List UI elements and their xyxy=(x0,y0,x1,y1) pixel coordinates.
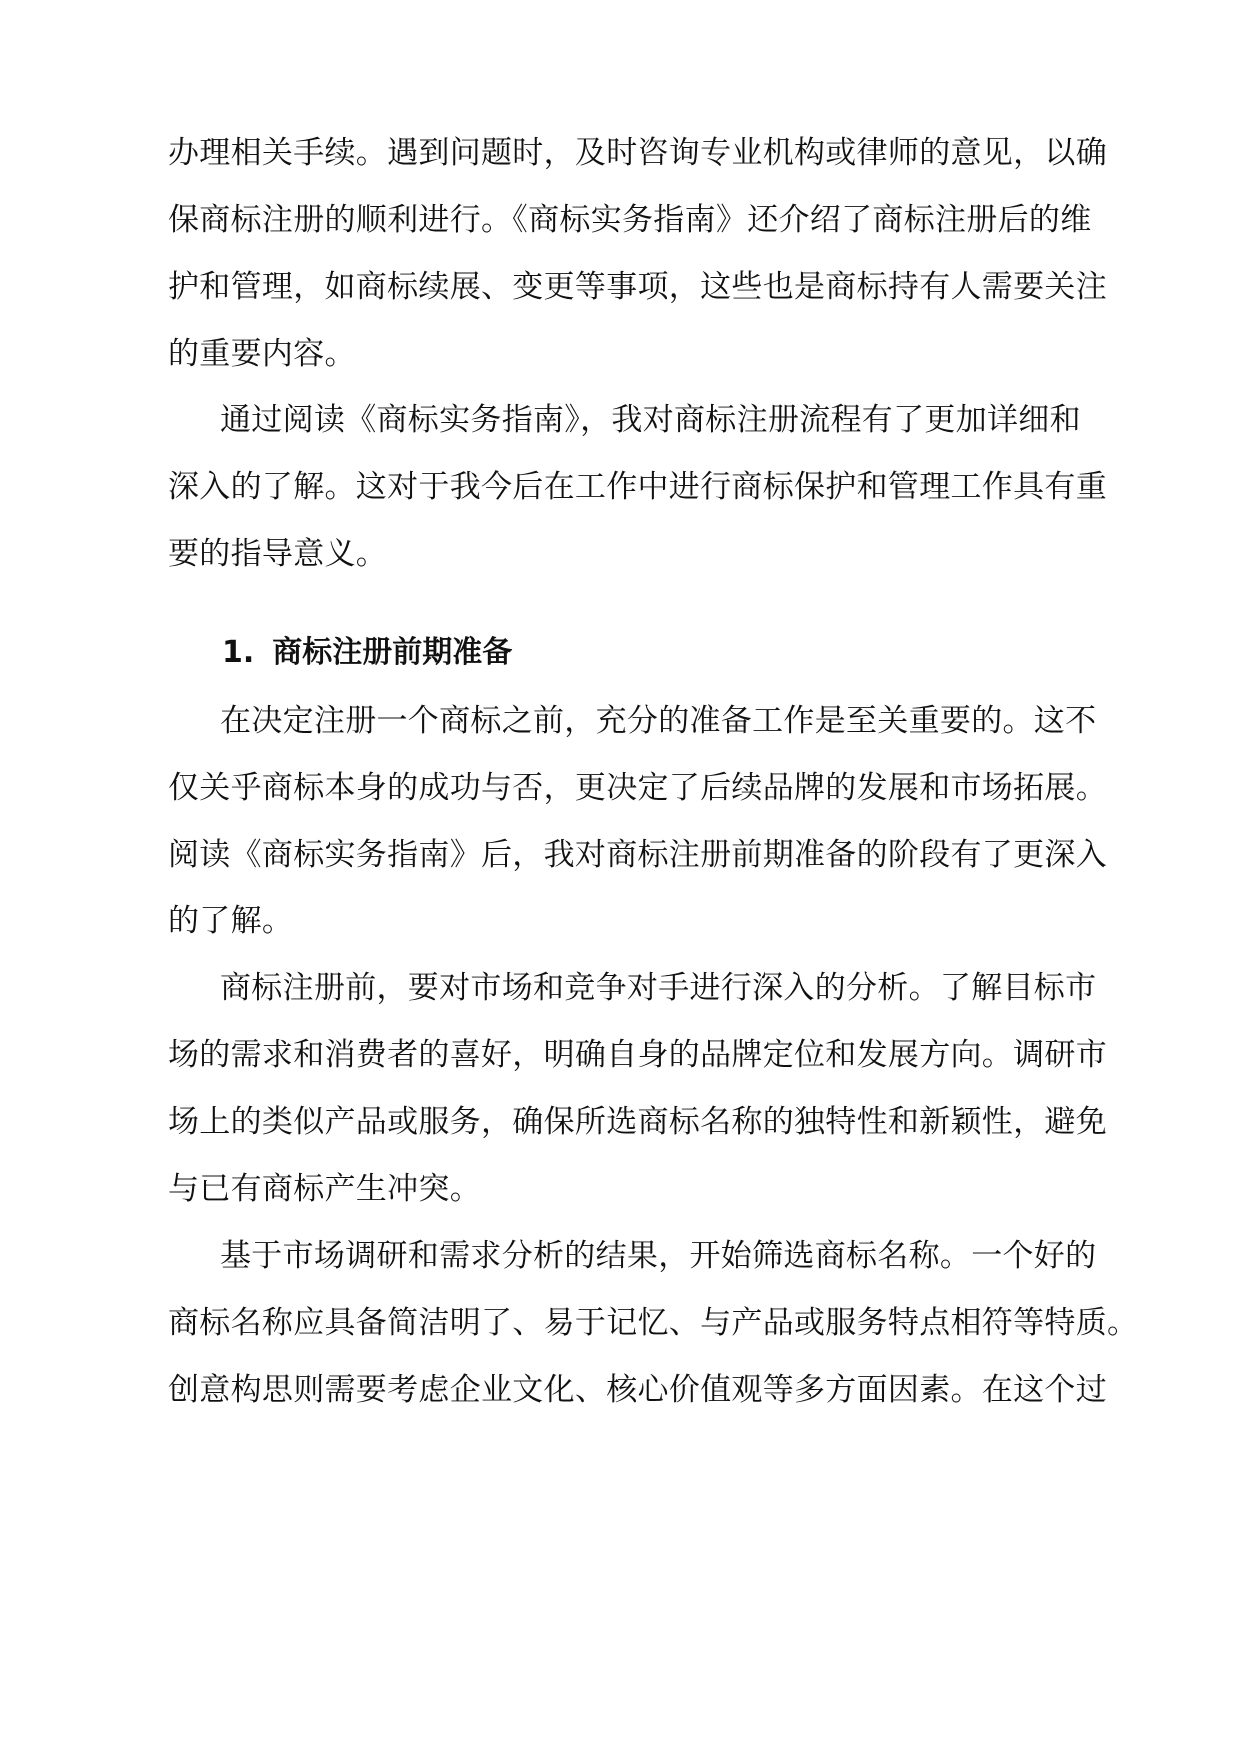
paragraph-line: 深入的了解。这对于我今后在工作中进行商标保护和管理工作具有重 xyxy=(168,469,1107,505)
paragraph-line: 的重要内容。 xyxy=(168,336,356,372)
section-title: 商标注册前期准备 xyxy=(272,635,513,670)
paragraph-line: 保商标注册的顺利进行。《商标实务指南》还介绍了商标注册后的维 xyxy=(168,202,1092,238)
paragraph-line: 在决定注册一个商标之前，充分的准备工作是至关重要的。这不 xyxy=(220,703,1097,739)
paragraph-line: 办理相关手续。遇到问题时，及时咨询专业机构或律师的意见，以确 xyxy=(168,135,1107,171)
section-heading xyxy=(0,633,1241,673)
paragraph-line: 商标注册前，要对市场和竞争对手进行深入的分析。了解目标市 xyxy=(220,970,1097,1006)
paragraph-line: 场上的类似产品或服务，确保所选商标名称的独特性和新颖性，避免 xyxy=(168,1104,1107,1140)
paragraph-line: 基于市场调研和需求分析的结果，开始筛选商标名称。一个好的 xyxy=(220,1238,1097,1274)
section-number: 1. xyxy=(222,635,255,670)
paragraph-line: 阅读《商标实务指南》后，我对商标注册前期准备的阶段有了更深入 xyxy=(168,837,1107,873)
paragraph-line: 与已有商标产生冲突。 xyxy=(168,1171,481,1207)
paragraph-line: 通过阅读《商标实务指南》，我对商标注册流程有了更加详细和 xyxy=(220,402,1081,438)
paragraph-line: 创意构思则需要考虑企业文化、核心价值观等多方面因素。在这个过 xyxy=(168,1372,1107,1408)
paragraph-line: 要的指导意义。 xyxy=(168,536,388,572)
paragraph-line: 仅关乎商标本身的成功与否，更决定了后续品牌的发展和市场拓展。 xyxy=(168,770,1107,806)
paragraph-line: 场的需求和消费者的喜好，明确自身的品牌定位和发展方向。调研市 xyxy=(168,1037,1107,1073)
paragraph-line: 的了解。 xyxy=(168,903,294,939)
paragraph-line: 商标名称应具备简洁明了、易于记忆、与产品或服务特点相符等特质。 xyxy=(168,1305,1139,1341)
paragraph-line: 护和管理，如商标续展、变更等事项，这些也是商标持有人需要关注 xyxy=(168,269,1107,305)
